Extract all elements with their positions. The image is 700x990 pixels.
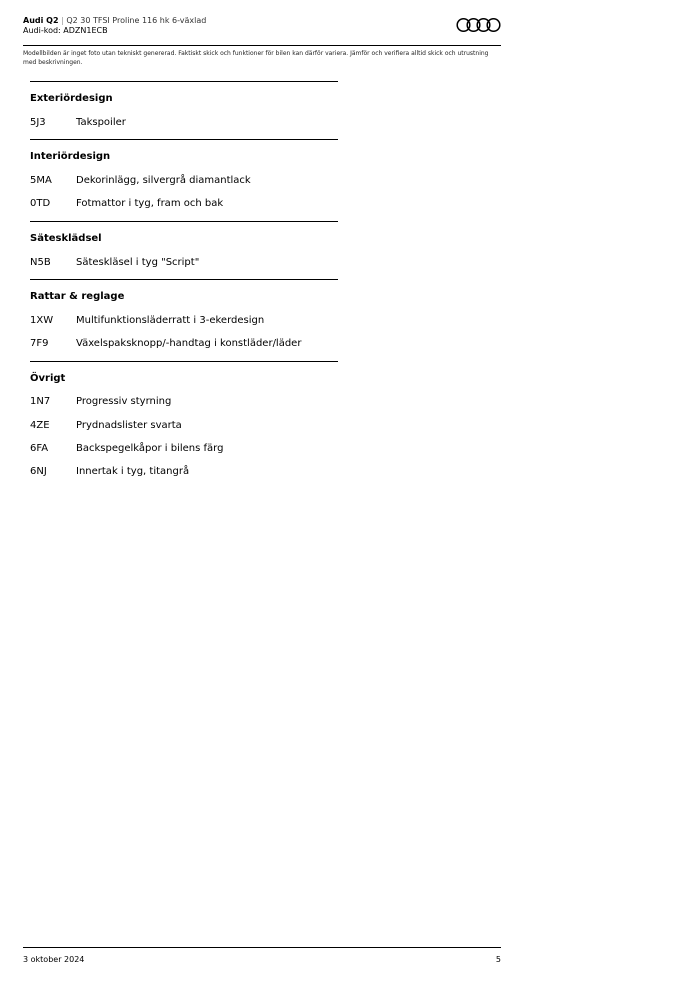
option-description: Fotmattor i tyg, fram och bak xyxy=(76,198,224,210)
option-code: 1XW xyxy=(30,314,54,326)
equipment-row xyxy=(30,309,338,332)
vehicle-title xyxy=(23,16,501,26)
footer-divider xyxy=(23,947,501,948)
section-upholstery xyxy=(30,221,338,274)
section-title: Övrigt xyxy=(30,372,66,384)
option-description: Backspegelkåpor i bilens färg xyxy=(76,443,224,455)
equipment-row xyxy=(30,414,338,437)
option-description: Säteskläsel i tyg "Script" xyxy=(76,256,200,268)
option-description: Växelspaksknopp/-handtag i konstläder/läder xyxy=(76,338,302,350)
audi-code-line xyxy=(23,26,501,36)
option-code: 7F9 xyxy=(30,338,49,350)
section-title: Sätesklädsel xyxy=(30,232,102,244)
equipment-row xyxy=(30,332,338,355)
option-description: Multifunktionsläderratt i 3-ekerdesign xyxy=(76,314,265,326)
option-description: Prydnadslister svarta xyxy=(76,419,182,431)
section-exterior xyxy=(30,81,338,134)
equipment-row xyxy=(30,437,338,460)
equipment-row xyxy=(30,169,338,192)
model-name: Audi Q2 xyxy=(23,16,59,25)
equipment-row xyxy=(30,193,338,216)
title-separator: | xyxy=(61,16,64,25)
option-code: 4ZE xyxy=(30,419,50,431)
option-code: 0TD xyxy=(30,198,51,210)
option-code: 5J3 xyxy=(30,116,46,128)
equipment-row xyxy=(30,251,338,274)
section-interior xyxy=(30,139,338,216)
audi-code-value: ADZN1ECB xyxy=(63,26,108,35)
option-description: Takspoiler xyxy=(76,116,126,128)
option-description: Dekorinlägg, silvergrå diamantlack xyxy=(76,174,251,186)
option-code: 6FA xyxy=(30,443,49,455)
section-other xyxy=(30,361,338,484)
option-code: 5MA xyxy=(30,174,52,186)
document-header xyxy=(23,16,501,36)
section-title: Rattar & reglage xyxy=(30,291,125,303)
equipment-list xyxy=(30,81,338,489)
page-number: 5 xyxy=(495,955,501,964)
audi-rings-logo xyxy=(456,17,501,33)
section-title: Interiördesign xyxy=(30,151,111,163)
section-steering-controls xyxy=(30,279,338,356)
model-variant: Q2 30 TFSI Proline 116 hk 6-växlad xyxy=(66,16,207,25)
equipment-row xyxy=(30,461,338,484)
option-code: 6NJ xyxy=(30,466,47,478)
option-code: N5B xyxy=(30,256,51,268)
disclaimer-text: Modellbilden är inget foto utan tekniskt genererad. Faktiskt skick och funktioner för bilen kan därför variera. Jämför och verifiera alltid skick och utrustning med beskrivningen. xyxy=(23,50,489,66)
option-description: Progressiv styrning xyxy=(76,396,172,408)
footer-date: 3 oktober 2024 xyxy=(23,955,85,964)
option-code: 1N7 xyxy=(30,396,51,408)
audi-code-label: Audi-kod: xyxy=(23,26,61,35)
equipment-row xyxy=(30,391,338,414)
option-description: Innertak i tyg, titangrå xyxy=(76,466,190,478)
section-title: Exteriördesign xyxy=(30,93,113,104)
equipment-row xyxy=(30,111,338,134)
header-divider xyxy=(23,45,501,46)
